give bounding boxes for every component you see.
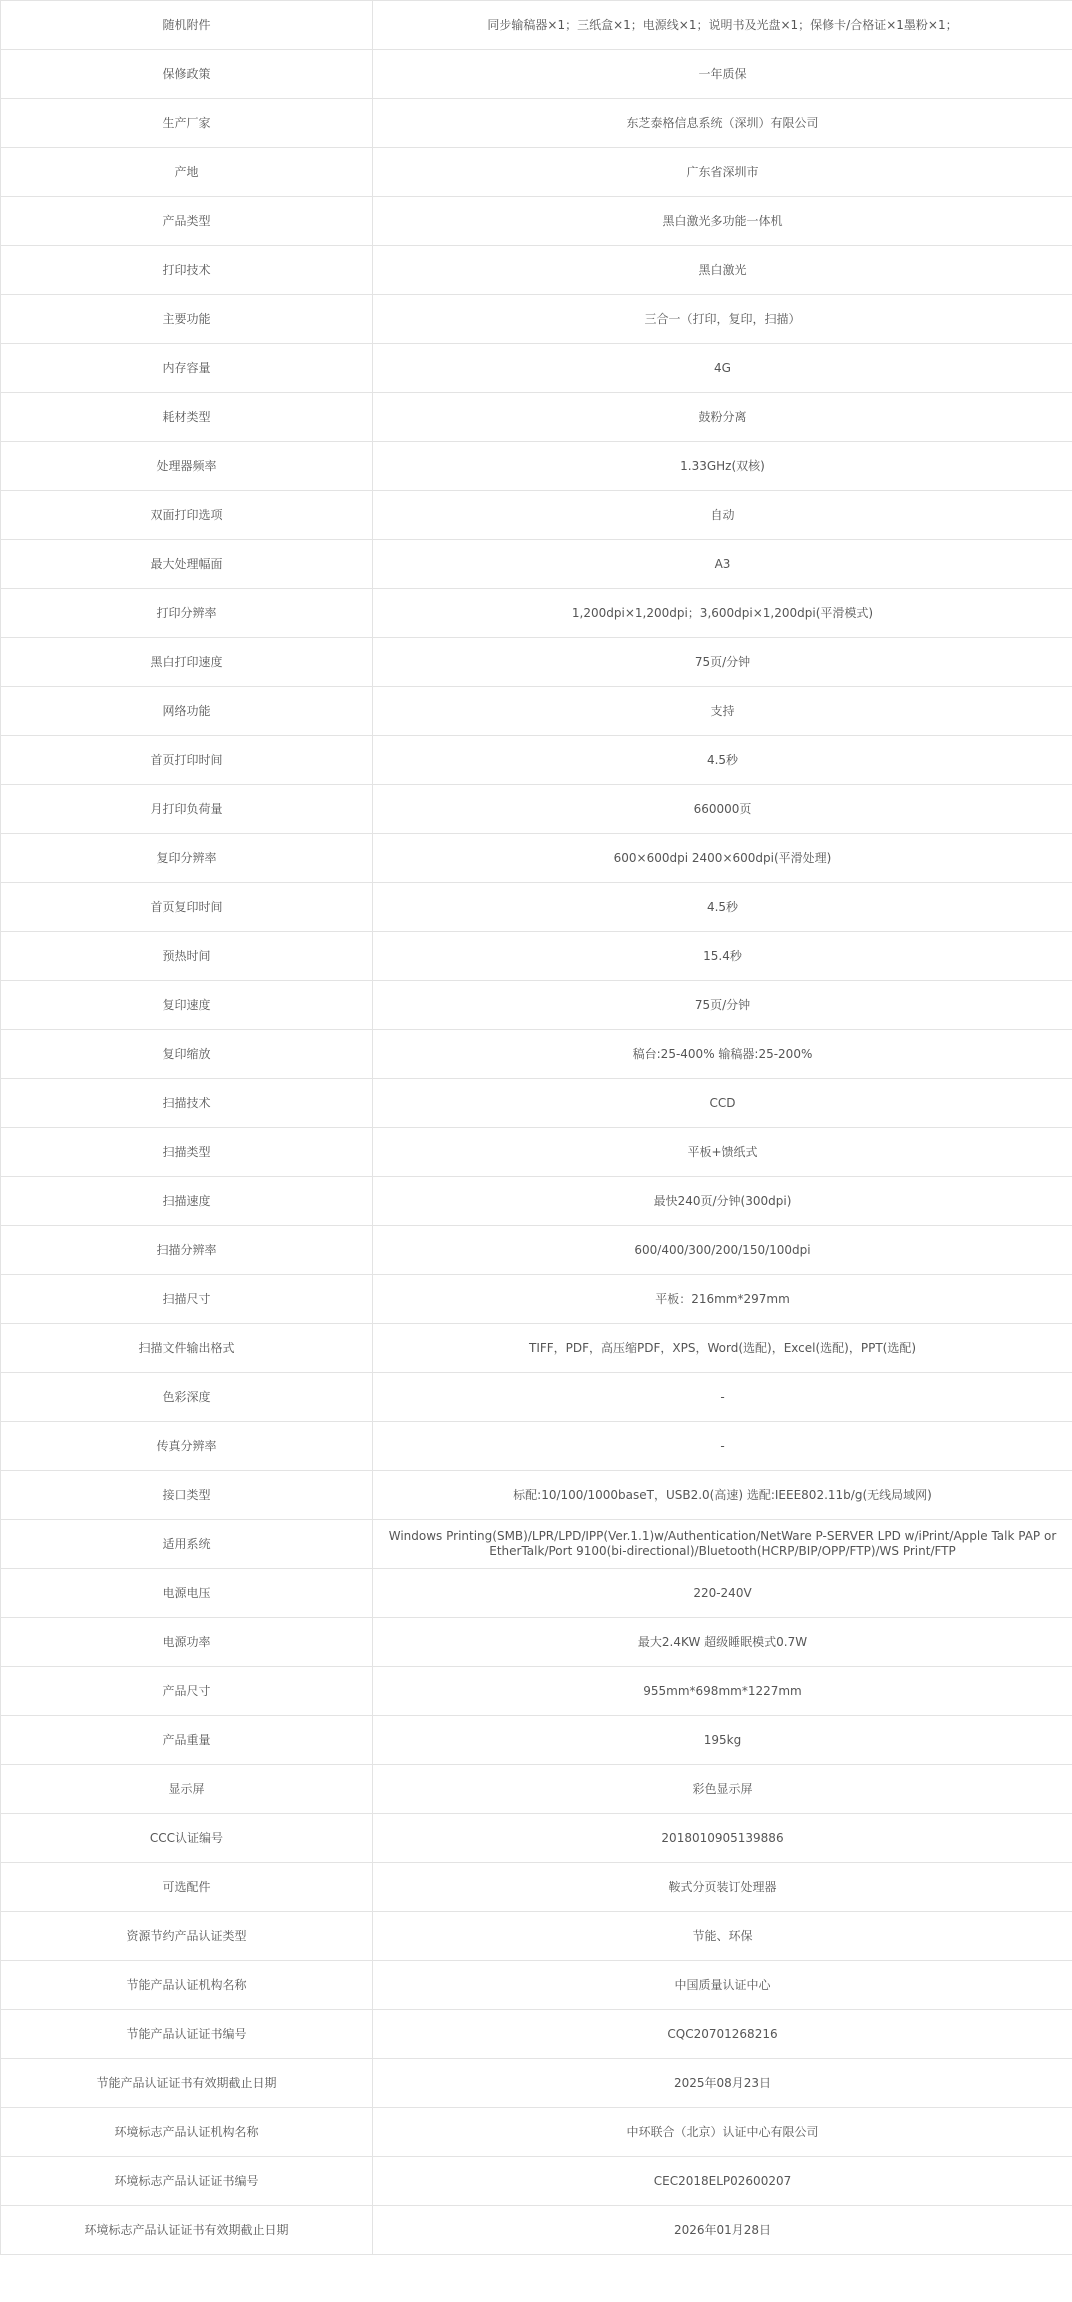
- spec-label: 扫描尺寸: [1, 1275, 373, 1324]
- spec-row: [1, 1520, 1072, 1569]
- spec-row: [1, 1275, 1072, 1324]
- spec-row: [1, 1667, 1072, 1716]
- spec-value: CEC2018ELP02600207: [373, 2157, 1072, 2206]
- spec-row: [1, 148, 1072, 197]
- spec-value: 平板：216mm*297mm: [373, 1275, 1072, 1324]
- spec-row: [1, 2157, 1072, 2206]
- spec-row: [1, 1177, 1072, 1226]
- spec-row: [1, 2108, 1072, 2157]
- spec-row: [1, 1814, 1072, 1863]
- spec-label: 节能产品认证机构名称: [1, 1961, 373, 2010]
- spec-row: [1, 1471, 1072, 1520]
- spec-value: 4.5秒: [373, 883, 1072, 932]
- spec-row: [1, 1961, 1072, 2010]
- spec-row: [1, 99, 1072, 148]
- spec-value: 2026年01月28日: [373, 2206, 1072, 2255]
- spec-value: 同步输稿器×1；三纸盒×1；电源线×1；说明书及光盘×1；保修卡/合格证×1墨粉×1；: [373, 1, 1072, 50]
- spec-value: CCD: [373, 1079, 1072, 1128]
- spec-label: 产地: [1, 148, 373, 197]
- spec-value: 一年质保: [373, 50, 1072, 99]
- spec-row: [1, 1079, 1072, 1128]
- spec-label: 扫描文件输出格式: [1, 1324, 373, 1373]
- spec-label: 耗材类型: [1, 393, 373, 442]
- spec-row: [1, 2010, 1072, 2059]
- spec-label: 生产厂家: [1, 99, 373, 148]
- spec-row: [1, 295, 1072, 344]
- spec-label: 内存容量: [1, 344, 373, 393]
- spec-label: CCC认证编号: [1, 1814, 373, 1863]
- spec-table-body: [1, 1, 1072, 2255]
- spec-value: 广东省深圳市: [373, 148, 1072, 197]
- spec-row: [1, 1912, 1072, 1961]
- spec-row: [1, 687, 1072, 736]
- spec-label: 色彩深度: [1, 1373, 373, 1422]
- spec-row: [1, 1765, 1072, 1814]
- spec-label: 环境标志产品认证机构名称: [1, 2108, 373, 2157]
- spec-value: -: [373, 1422, 1072, 1471]
- spec-value: 黑白激光: [373, 246, 1072, 295]
- spec-value: -: [373, 1373, 1072, 1422]
- spec-value: 2018010905139886: [373, 1814, 1072, 1863]
- spec-row: [1, 638, 1072, 687]
- spec-label: 复印速度: [1, 981, 373, 1030]
- spec-row: [1, 344, 1072, 393]
- spec-value: CQC20701268216: [373, 2010, 1072, 2059]
- spec-row: [1, 736, 1072, 785]
- spec-value: TIFF，PDF，高压缩PDF，XPS，Word(选配)，Excel(选配)，PPT(选配): [373, 1324, 1072, 1373]
- spec-row: [1, 197, 1072, 246]
- spec-value: 支持: [373, 687, 1072, 736]
- spec-label: 网络功能: [1, 687, 373, 736]
- spec-row: [1, 442, 1072, 491]
- spec-value: 1,200dpi×1,200dpi；3,600dpi×1,200dpi(平滑模式): [373, 589, 1072, 638]
- spec-row: [1, 393, 1072, 442]
- spec-row: [1, 1128, 1072, 1177]
- spec-row: [1, 1030, 1072, 1079]
- spec-value: 955mm*698mm*1227mm: [373, 1667, 1072, 1716]
- spec-label: 随机附件: [1, 1, 373, 50]
- spec-row: [1, 1, 1072, 50]
- spec-label: 产品尺寸: [1, 1667, 373, 1716]
- spec-value: 最大2.4KW 超级睡眠模式0.7W: [373, 1618, 1072, 1667]
- spec-label: 处理器频率: [1, 442, 373, 491]
- spec-value: 节能、环保: [373, 1912, 1072, 1961]
- spec-value: 平板+馈纸式: [373, 1128, 1072, 1177]
- spec-value: 1.33GHz(双核): [373, 442, 1072, 491]
- spec-label: 扫描速度: [1, 1177, 373, 1226]
- spec-value: 自动: [373, 491, 1072, 540]
- spec-label: 扫描分辨率: [1, 1226, 373, 1275]
- spec-row: [1, 1422, 1072, 1471]
- spec-row: [1, 932, 1072, 981]
- spec-label: 环境标志产品认证证书编号: [1, 2157, 373, 2206]
- spec-value: 黑白激光多功能一体机: [373, 197, 1072, 246]
- spec-value: 4.5秒: [373, 736, 1072, 785]
- spec-value: 鞍式分页装订处理器: [373, 1863, 1072, 1912]
- spec-label: 电源电压: [1, 1569, 373, 1618]
- spec-row: [1, 589, 1072, 638]
- spec-label: 环境标志产品认证证书有效期截止日期: [1, 2206, 373, 2255]
- spec-label: 传真分辨率: [1, 1422, 373, 1471]
- spec-label: 电源功率: [1, 1618, 373, 1667]
- spec-label: 预热时间: [1, 932, 373, 981]
- spec-row: [1, 981, 1072, 1030]
- spec-label: 接口类型: [1, 1471, 373, 1520]
- spec-label: 打印分辨率: [1, 589, 373, 638]
- spec-value: 鼓粉分离: [373, 393, 1072, 442]
- spec-row: [1, 883, 1072, 932]
- spec-label: 扫描技术: [1, 1079, 373, 1128]
- spec-row: [1, 540, 1072, 589]
- spec-value: 195kg: [373, 1716, 1072, 1765]
- spec-label: 适用系统: [1, 1520, 373, 1569]
- spec-row: [1, 1716, 1072, 1765]
- spec-label: 保修政策: [1, 50, 373, 99]
- spec-value: 4G: [373, 344, 1072, 393]
- spec-label: 打印技术: [1, 246, 373, 295]
- spec-value: 220-240V: [373, 1569, 1072, 1618]
- spec-value: 中环联合（北京）认证中心有限公司: [373, 2108, 1072, 2157]
- spec-label: 复印缩放: [1, 1030, 373, 1079]
- spec-row: [1, 1324, 1072, 1373]
- spec-value: 三合一（打印，复印，扫描）: [373, 295, 1072, 344]
- spec-row: [1, 834, 1072, 883]
- spec-value: 600×600dpi 2400×600dpi(平滑处理): [373, 834, 1072, 883]
- spec-label: 显示屏: [1, 1765, 373, 1814]
- spec-value: 标配:10/100/1000baseT，USB2.0(高速) 选配:IEEE802.11b/g(无线局域网): [373, 1471, 1072, 1520]
- spec-label: 产品重量: [1, 1716, 373, 1765]
- spec-row: [1, 1569, 1072, 1618]
- spec-value: 75页/分钟: [373, 638, 1072, 687]
- spec-label: 节能产品认证证书有效期截止日期: [1, 2059, 373, 2108]
- spec-row: [1, 785, 1072, 834]
- spec-label: 产品类型: [1, 197, 373, 246]
- spec-row: [1, 1863, 1072, 1912]
- spec-label: 最大处理幅面: [1, 540, 373, 589]
- spec-row: [1, 1226, 1072, 1275]
- spec-label: 复印分辨率: [1, 834, 373, 883]
- spec-value: 彩色显示屏: [373, 1765, 1072, 1814]
- spec-value: 东芝泰格信息系统（深圳）有限公司: [373, 99, 1072, 148]
- spec-label: 节能产品认证证书编号: [1, 2010, 373, 2059]
- spec-row: [1, 2206, 1072, 2255]
- spec-value: A3: [373, 540, 1072, 589]
- spec-label: 双面打印选项: [1, 491, 373, 540]
- spec-value: 2025年08月23日: [373, 2059, 1072, 2108]
- spec-value: 最快240页/分钟(300dpi): [373, 1177, 1072, 1226]
- spec-row: [1, 1618, 1072, 1667]
- spec-value: 600/400/300/200/150/100dpi: [373, 1226, 1072, 1275]
- spec-label: 首页复印时间: [1, 883, 373, 932]
- spec-value: 中国质量认证中心: [373, 1961, 1072, 2010]
- spec-value: 660000页: [373, 785, 1072, 834]
- spec-label: 首页打印时间: [1, 736, 373, 785]
- spec-label: 月打印负荷量: [1, 785, 373, 834]
- spec-label: 可选配件: [1, 1863, 373, 1912]
- spec-value: 15.4秒: [373, 932, 1072, 981]
- spec-label: 扫描类型: [1, 1128, 373, 1177]
- spec-row: [1, 50, 1072, 99]
- spec-value: 稿台:25-400% 输稿器:25-200%: [373, 1030, 1072, 1079]
- spec-row: [1, 1373, 1072, 1422]
- spec-row: [1, 246, 1072, 295]
- spec-label: 资源节约产品认证类型: [1, 1912, 373, 1961]
- spec-row: [1, 491, 1072, 540]
- spec-value: Windows Printing(SMB)/LPR/LPD/IPP(Ver.1.1)w/Authentication/NetWare P-SERVER LPD w/iPrint/Apple Talk PAP or EtherTalk/Port 9100(bi-directional)/Bluetooth(HCRP/BIP/OPP/FTP)/WS Print/FTP: [373, 1520, 1072, 1569]
- spec-row: [1, 2059, 1072, 2108]
- spec-label: 主要功能: [1, 295, 373, 344]
- spec-label: 黑白打印速度: [1, 638, 373, 687]
- spec-value: 75页/分钟: [373, 981, 1072, 1030]
